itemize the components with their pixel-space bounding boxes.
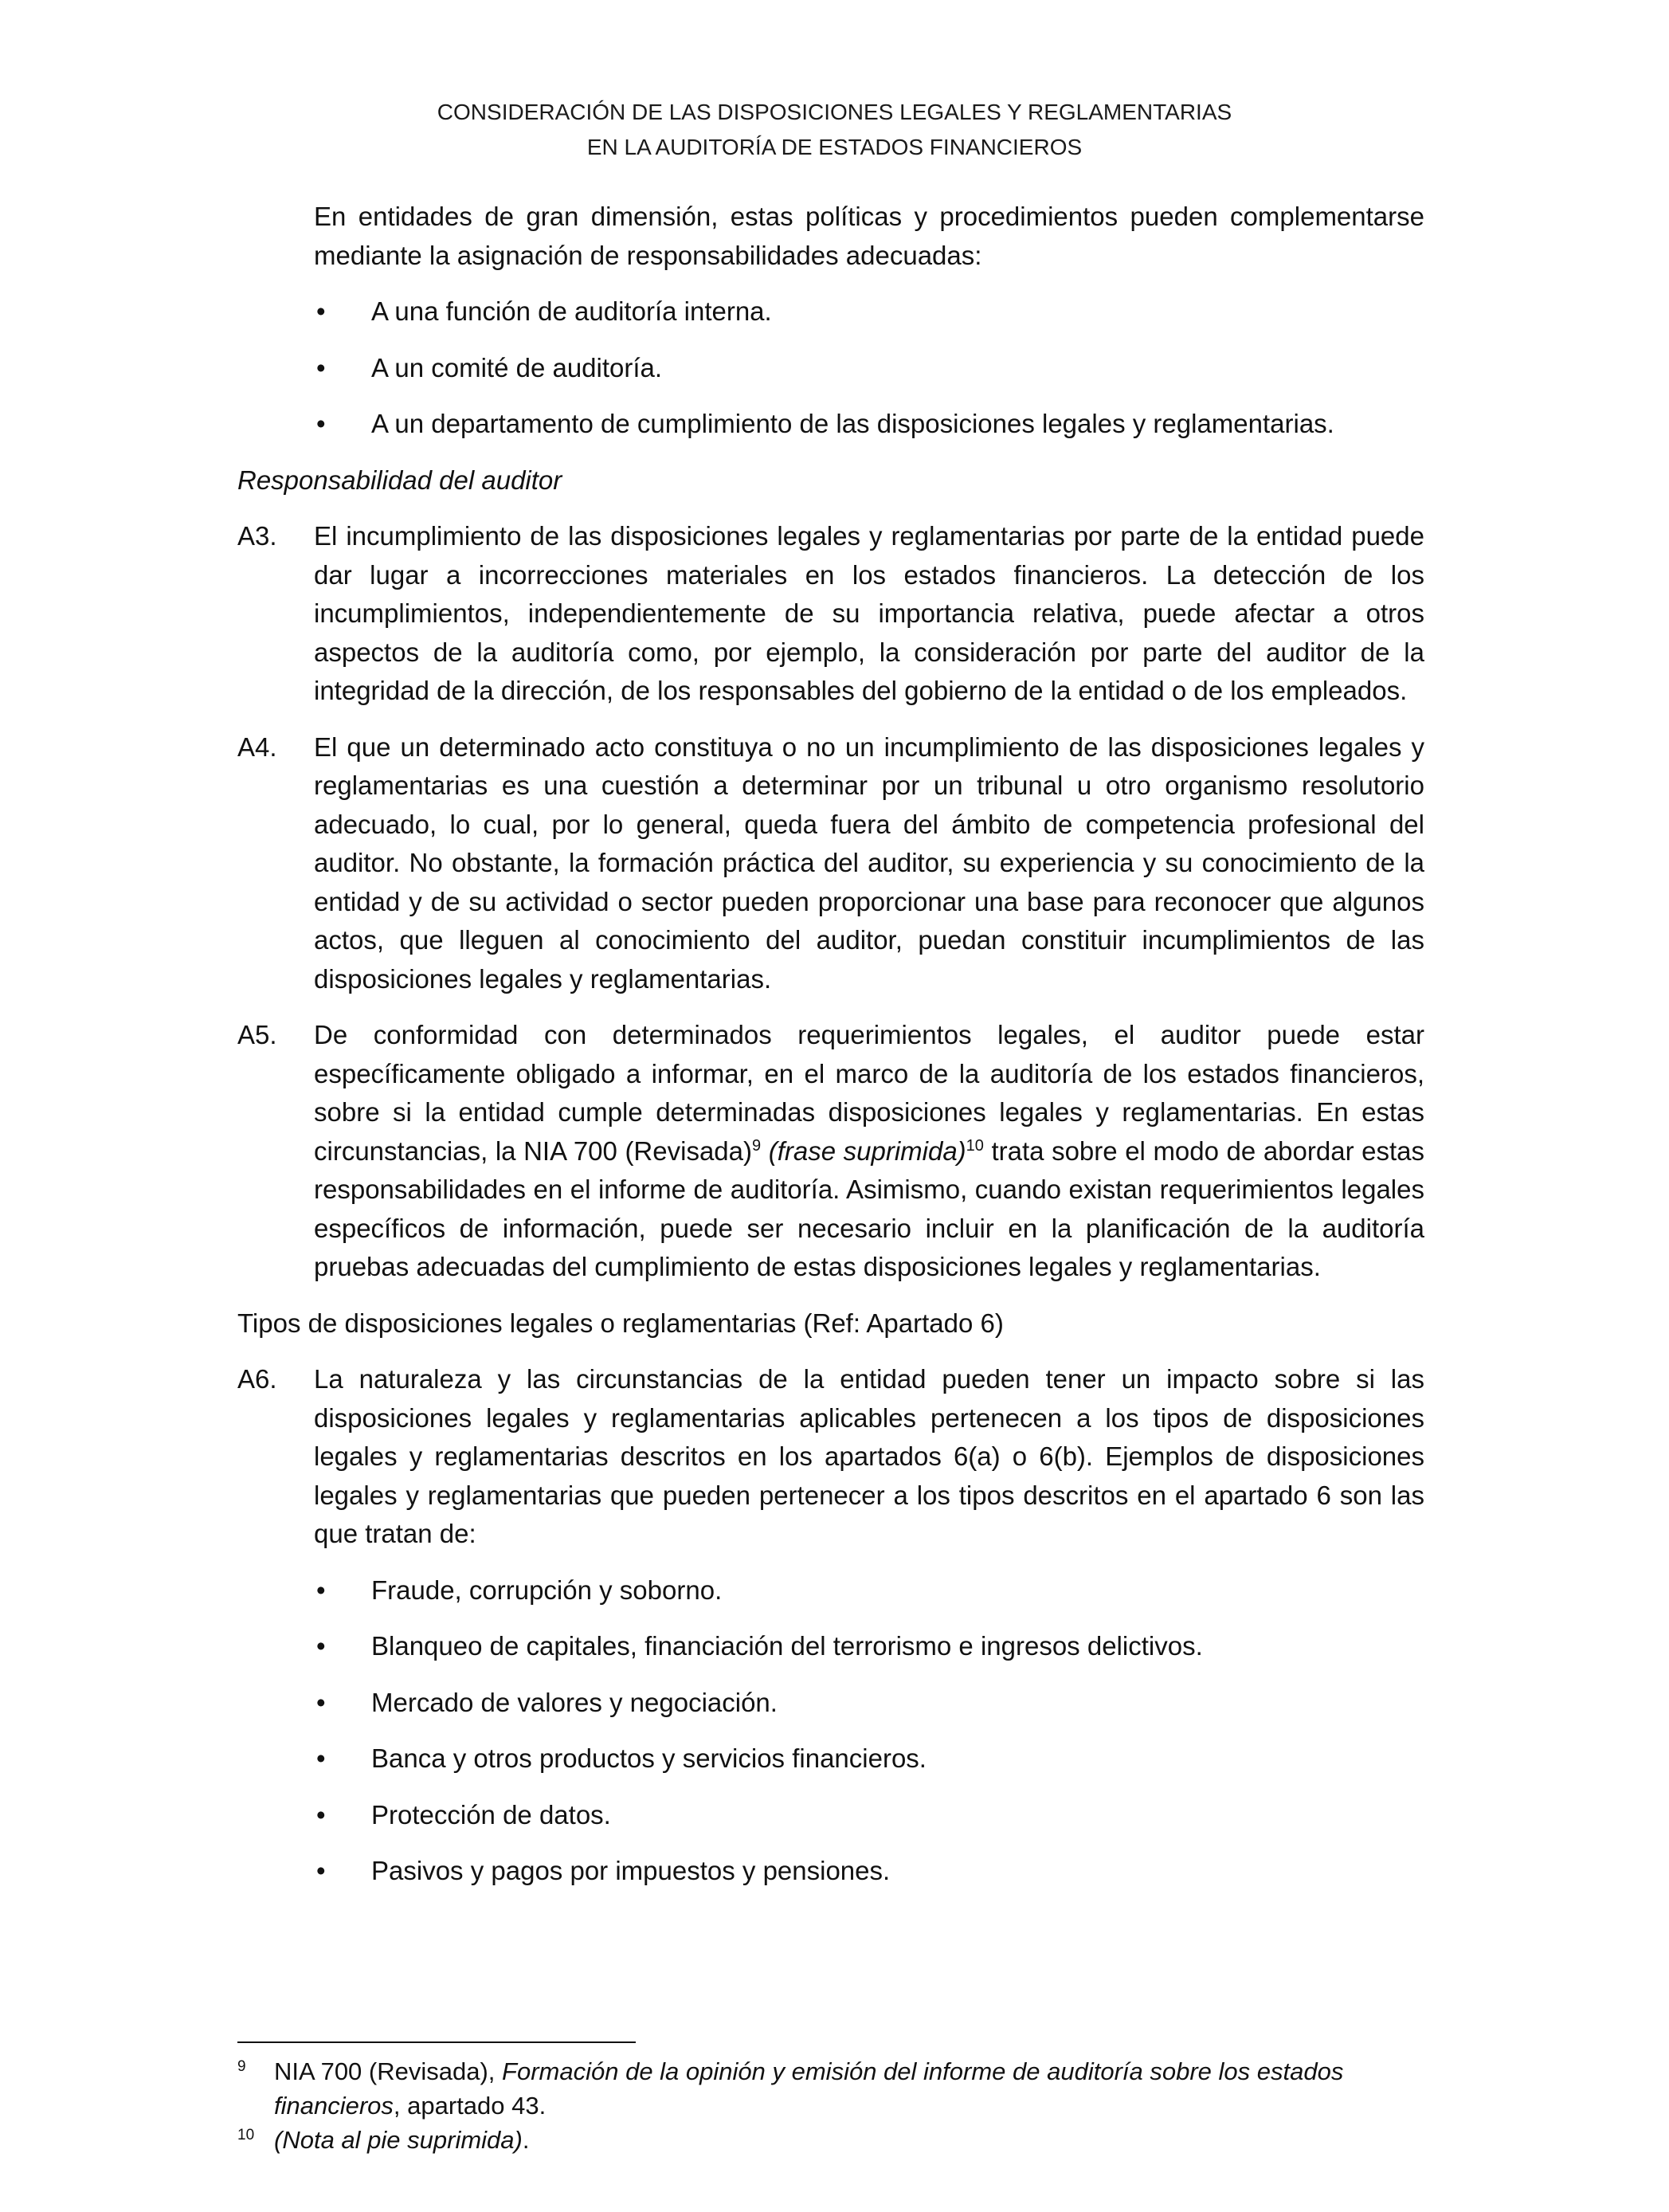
header-line-1: CONSIDERACIÓN DE LAS DISPOSICIONES LEGALES Y REGLAMENTARIAS [437, 100, 1232, 124]
paragraph-number: A5. [237, 1020, 277, 1049]
a6-bullet-list [314, 1571, 1424, 1891]
paragraph-number: A6. [237, 1364, 277, 1394]
list-item: • A un departamento de cumplimiento de las disposiciones legales y reglamentarias. [314, 405, 1424, 444]
paragraph-text: De conformidad con determinados requerimientos legales, el auditor puede estar específicamente obligado a informar, en el marco de la auditoría de los estados financieros, sobre si la entidad cumple determinadas disposiciones legales y reglamentarias. En estas circunstancias, la NIA 700 (Revisada)$^9$ (frase suprimida)$^{10}$ trata sobre el modo de abordar estas responsabilidades en el informe de auditoría. Asimismo, cuando existan requerimientos legales específicos de información, puede ser necesario incluir en la planificación de la auditoría pruebas adecuadas del cumplimiento de estas disposiciones legales y reglamentarias. [314, 1020, 1424, 1281]
intro-paragraph: En entidades de gran dimensión, estas políticas y procedimientos pueden complementarse mediante la asignación de responsabilidades adecuadas: [314, 202, 1424, 270]
bullet-icon: • [316, 352, 326, 382]
bullet-icon: • [316, 1743, 326, 1773]
bullet-icon: • [316, 1856, 326, 1885]
footnote-number: 10 [237, 2127, 255, 2143]
paragraph-number: A4. [237, 731, 277, 762]
list-item: • A un comité de auditoría. [314, 349, 1424, 388]
section-heading-tipos: Tipos de disposiciones legales o reglamentarias (Ref: Apartado 6) [237, 1308, 1004, 1338]
paragraph-number: A3. [237, 521, 277, 551]
running-header [0, 95, 1669, 165]
intro-bullet-list [314, 292, 1424, 444]
bullet-icon: • [316, 1687, 326, 1717]
footnote-ref-10[interactable]: 10 [966, 1136, 984, 1155]
bullet-icon: • [316, 1799, 326, 1830]
list-item: • Mercado de valores y negociación. [314, 1684, 1424, 1723]
list-item: • A una función de auditoría interna. [314, 292, 1424, 331]
list-item: • Banca y otros productos y servicios financieros. [314, 1739, 1424, 1779]
bullet-icon: • [316, 409, 326, 438]
footnote-number: 9 [237, 2058, 246, 2075]
section-heading-responsabilidad: Responsabilidad del auditor [237, 465, 562, 495]
paragraph-a5 [237, 1016, 1424, 1287]
main-content [237, 198, 1424, 1908]
footnote-separator [237, 2041, 636, 2043]
bullet-icon: • [316, 1575, 326, 1605]
bullet-icon: • [316, 296, 326, 326]
paragraph-text: El incumplimiento de las disposiciones legales y reglamentarias por parte de la entidad puede dar lugar a incorrecciones materiales en los estados financieros. La detección de los incumplimientos, independientemente de su importancia relativa, puede afectar a otros aspectos de la auditoría como, por ejemplo, la consideración por parte del auditor de la integridad de la dirección, de los responsables del gobierno de la entidad o de los empleados. [314, 521, 1424, 705]
bullet-icon: • [316, 1631, 326, 1661]
paragraph-text: La naturaleza y las circunstancias de la entidad pueden tener un impacto sobre si las disposiciones legales y reglamentarias aplicables pertenecen a los tipos de disposiciones legales y reglamentarias descritos en los apartados 6(a) o 6(b). Ejemplos de disposiciones legales y reglamentarias que pueden pertenecer a los tipos descritos en el apartado 6 son las que tratan de: [314, 1364, 1424, 1548]
paragraph-a4 [237, 728, 1424, 999]
footnote-ref-9[interactable]: 9 [752, 1136, 762, 1155]
list-item: • Protección de datos. [314, 1796, 1424, 1835]
paragraph-text: El que un determinado acto constituya o no un incumplimiento de las disposiciones legales y reglamentarias es una cuestión a determinar por un tribunal u otro organismo resolutorio adecuado, lo cual, por lo general, queda fuera del ámbito de competencia profesional del auditor. No obstante, la formación práctica del auditor, su experiencia y su conocimiento de la entidad y de su actividad o sector pueden proporcionar una base para reconocer que algunos actos, que lleguen al conocimiento del auditor, puedan constituir incumplimientos de las disposiciones legales y reglamentarias. [314, 731, 1424, 994]
list-item: • Pasivos y pagos por impuestos y pensiones. [314, 1852, 1424, 1891]
list-item: • Blanqueo de capitales, financiación del terrorismo e ingresos delictivos. [314, 1627, 1424, 1666]
footnote-9: 9 NIA 700 (Revisada), Formación de la opinión y emisión del informe de auditoría sobre los estados financieros, apartado 43. [237, 2054, 1424, 2123]
footnote-10: 10 (Nota al pie suprimida). [237, 2123, 1424, 2157]
list-item: • Fraude, corrupción y soborno. [314, 1571, 1424, 1610]
intro-block [314, 198, 1424, 275]
header-line-2: EN LA AUDITORÍA DE ESTADOS FINANCIEROS [586, 135, 1083, 159]
paragraph-a6 [237, 1360, 1424, 1554]
paragraph-a3 [237, 517, 1424, 711]
footnotes [237, 2054, 1424, 2157]
